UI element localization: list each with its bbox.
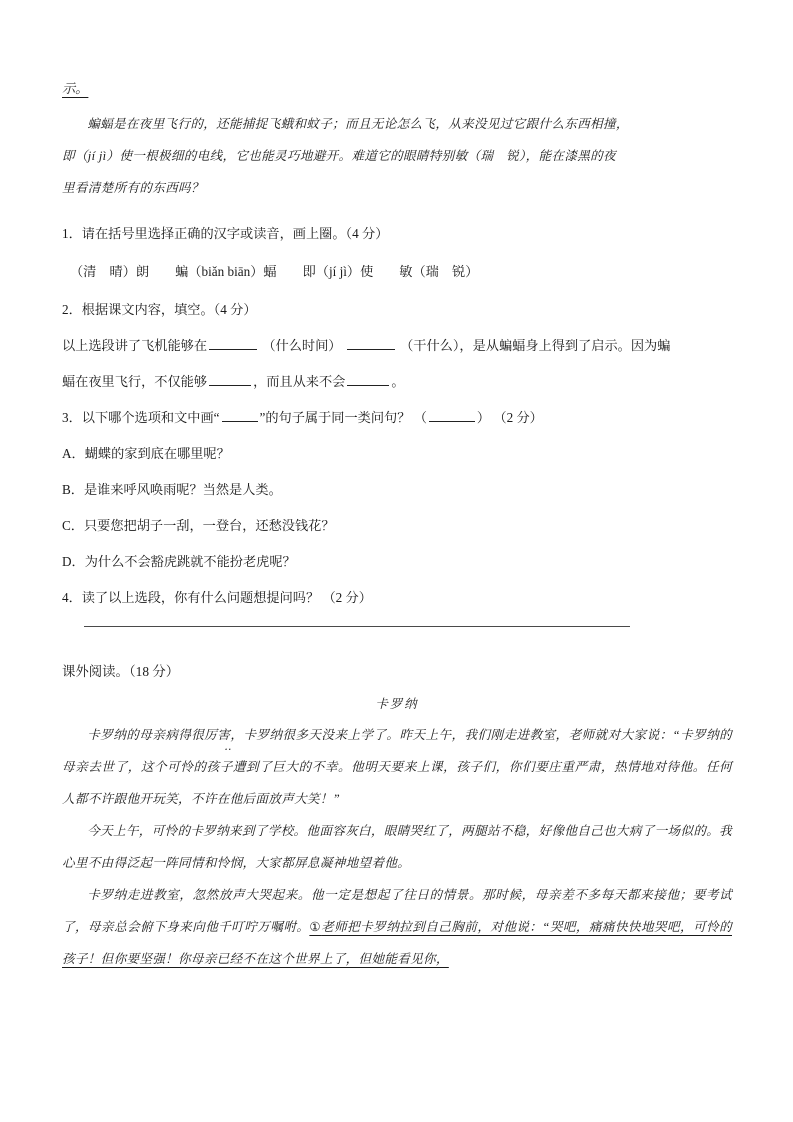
question-2-fill-body — [62, 328, 732, 364]
fill-blank-never[interactable] — [347, 372, 389, 386]
q3-inline-blank — [222, 408, 258, 422]
q4-dot: ． — [68, 590, 82, 605]
extracurricular-heading — [62, 655, 732, 689]
excerpt-line-3: 里看清楚所有的东西吗？ — [62, 181, 204, 195]
option-d-text: 为什么不会豁虎跳就不能扮老虎呢？ — [84, 554, 296, 569]
question-2-score: （4 分） — [213, 302, 257, 317]
fill-blank-action[interactable] — [347, 336, 395, 350]
passage-title: 卡罗纳 — [375, 697, 419, 711]
q1-dot: ． — [68, 226, 82, 241]
option-b-text: 是谁来呼风唤雨呢？当然是人类。 — [83, 482, 282, 497]
question-1-number: 1 — [62, 226, 69, 241]
question-1-choices — [62, 252, 732, 292]
q2-dot: ． — [68, 302, 82, 317]
option-c-dot: ． — [70, 518, 84, 533]
question-4-text: 读了以上选段，你有什么问题想提问吗？ — [81, 590, 320, 605]
option-d-dot: ． — [71, 554, 85, 569]
option-b[interactable] — [62, 472, 732, 508]
fill-part-3: （干什么），是从蝙蝠身上得到了启示。因为蝙 — [400, 338, 671, 353]
option-d-label: D — [62, 554, 72, 569]
choice-minrui[interactable]: 敏（瑞 锐） — [399, 264, 479, 279]
q3-answer-paren-close: ） — [476, 410, 491, 425]
question-3-number: 3 — [62, 410, 69, 425]
question-3-score: （2 分） — [493, 410, 543, 425]
question-1-prompt — [62, 216, 732, 252]
fill-part-5: ，而且从来不会 — [253, 374, 346, 389]
q3-dot: ． — [68, 410, 82, 425]
question-3-prompt — [62, 400, 732, 436]
q3-answer-paren-open: （ — [413, 410, 427, 425]
p2-seg-1: 今天上午，可怜的卡罗纳来到了学校。他面容灰白，眼睛哭红了，两腿站不稳，好像他自己也大病了一场似的。我心里不由得泛起一阵同情和怜悯，大家都屏息凝神地望着他。 — [62, 824, 732, 870]
continued-line — [62, 74, 732, 104]
reading-excerpt — [62, 108, 732, 204]
passage-paragraph-3 — [62, 879, 732, 975]
question-4-prompt — [62, 580, 732, 616]
option-c-label: C — [62, 518, 71, 533]
fill-part-2: （什么时间） — [262, 338, 342, 353]
option-b-dot: ． — [70, 482, 84, 497]
p3-seg-1: 卡罗纳走进教室，忽然放声大哭起来。他一定是想起了往日的情景。那时候，母亲差不多每天都来接他；要考试了，母亲总会俯下身来向他千叮咛万嘱咐。 — [62, 888, 732, 934]
fill-part-6: 。 — [391, 374, 405, 389]
fill-part-4: 蝠在夜里飞行，不仅能够 — [62, 374, 208, 389]
p1-emphasis-lihai: 厉害 ‥ — [204, 728, 230, 742]
fill-part-1: 以上选段讲了飞机能够在 — [62, 338, 208, 353]
choice-qinglang[interactable]: （清 晴）朗 — [70, 264, 150, 279]
passage-body — [62, 719, 732, 975]
option-d[interactable] — [62, 544, 732, 580]
p1-seg-3: ，卡罗纳很多天没来上学了。昨天上午，我们刚走进教室，老师就对大家说：“卡罗纳的母亲去世了，这个可怜的孩子遭到了巨大的不幸。他明天要来上课，孩子们，你们要庄重严肃，热情地对待他。任何人都不许跟他开玩笑，不许在他后面放声大笑！” — [62, 728, 732, 806]
question-3-text-after: ”的句子属于同一类问句？ — [259, 410, 411, 425]
page-content — [62, 74, 732, 975]
choice-bianfu[interactable]: 蝙（biǎn biān）蝠 — [175, 264, 277, 279]
question-2-fill-body-2 — [62, 364, 732, 400]
passage-paragraph-2 — [62, 815, 732, 879]
option-a-label: A — [62, 446, 72, 461]
question-1-text: 请在括号里选择正确的汉字或读音，画上圈。 — [81, 226, 346, 241]
excerpt-line-2: 即（jí jì）使一根极细的电线，它也能灵巧地避开。难道它的眼睛特别敏（瑞 锐），能在漆黑的夜 — [62, 149, 616, 163]
question-3-text-before: 以下哪个选项和文中画“ — [81, 410, 220, 425]
passage-paragraph-1 — [62, 719, 732, 815]
fill-blank-time[interactable] — [209, 336, 257, 350]
choice-jishi[interactable]: 即（jí jì）使 — [302, 264, 374, 279]
option-b-label: B — [62, 482, 71, 497]
annotation-marker-1: ① — [309, 920, 322, 934]
option-a-dot: ． — [71, 446, 85, 461]
option-a-text: 蝴蝶的家到底在哪里呢？ — [84, 446, 230, 461]
question-2-prompt — [62, 292, 732, 328]
option-a[interactable] — [62, 436, 732, 472]
extracurricular-heading-text: 课外阅读。 — [62, 664, 129, 679]
excerpt-line-1: 蝙蝠是在夜里飞行的，还能捕捉飞蛾和蚊子；而且无论怎么飞，从来没见过它跟什么东西相撞， — [87, 117, 629, 131]
p1-seg-1: 卡罗纳的母亲病得很 — [87, 728, 205, 742]
question-4-number: 4 — [62, 590, 69, 605]
question-2-text: 根据课文内容，填空。 — [81, 302, 214, 317]
p3-underlined-sentence: 老师把卡罗纳拉到自己胸前，对他说：“哭吧，痛痛快快地哭吧，可怜的孩子！但你要坚强！你母亲已经不在这个世界上了，但她能看见你， — [62, 920, 732, 966]
continued-line-text: 示。 — [62, 81, 89, 96]
question-2-number: 2 — [62, 302, 69, 317]
question-3-answer-blank[interactable] — [429, 408, 475, 422]
question-1-score: （4 分） — [345, 226, 389, 241]
option-c[interactable] — [62, 508, 732, 544]
extracurricular-score: （18 分） — [128, 664, 180, 679]
fill-blank-ability[interactable] — [209, 372, 251, 386]
option-c-text: 只要您把胡子一刮，一登台，还愁没钱花？ — [83, 518, 335, 533]
question-4-score: （2 分） — [322, 590, 372, 605]
